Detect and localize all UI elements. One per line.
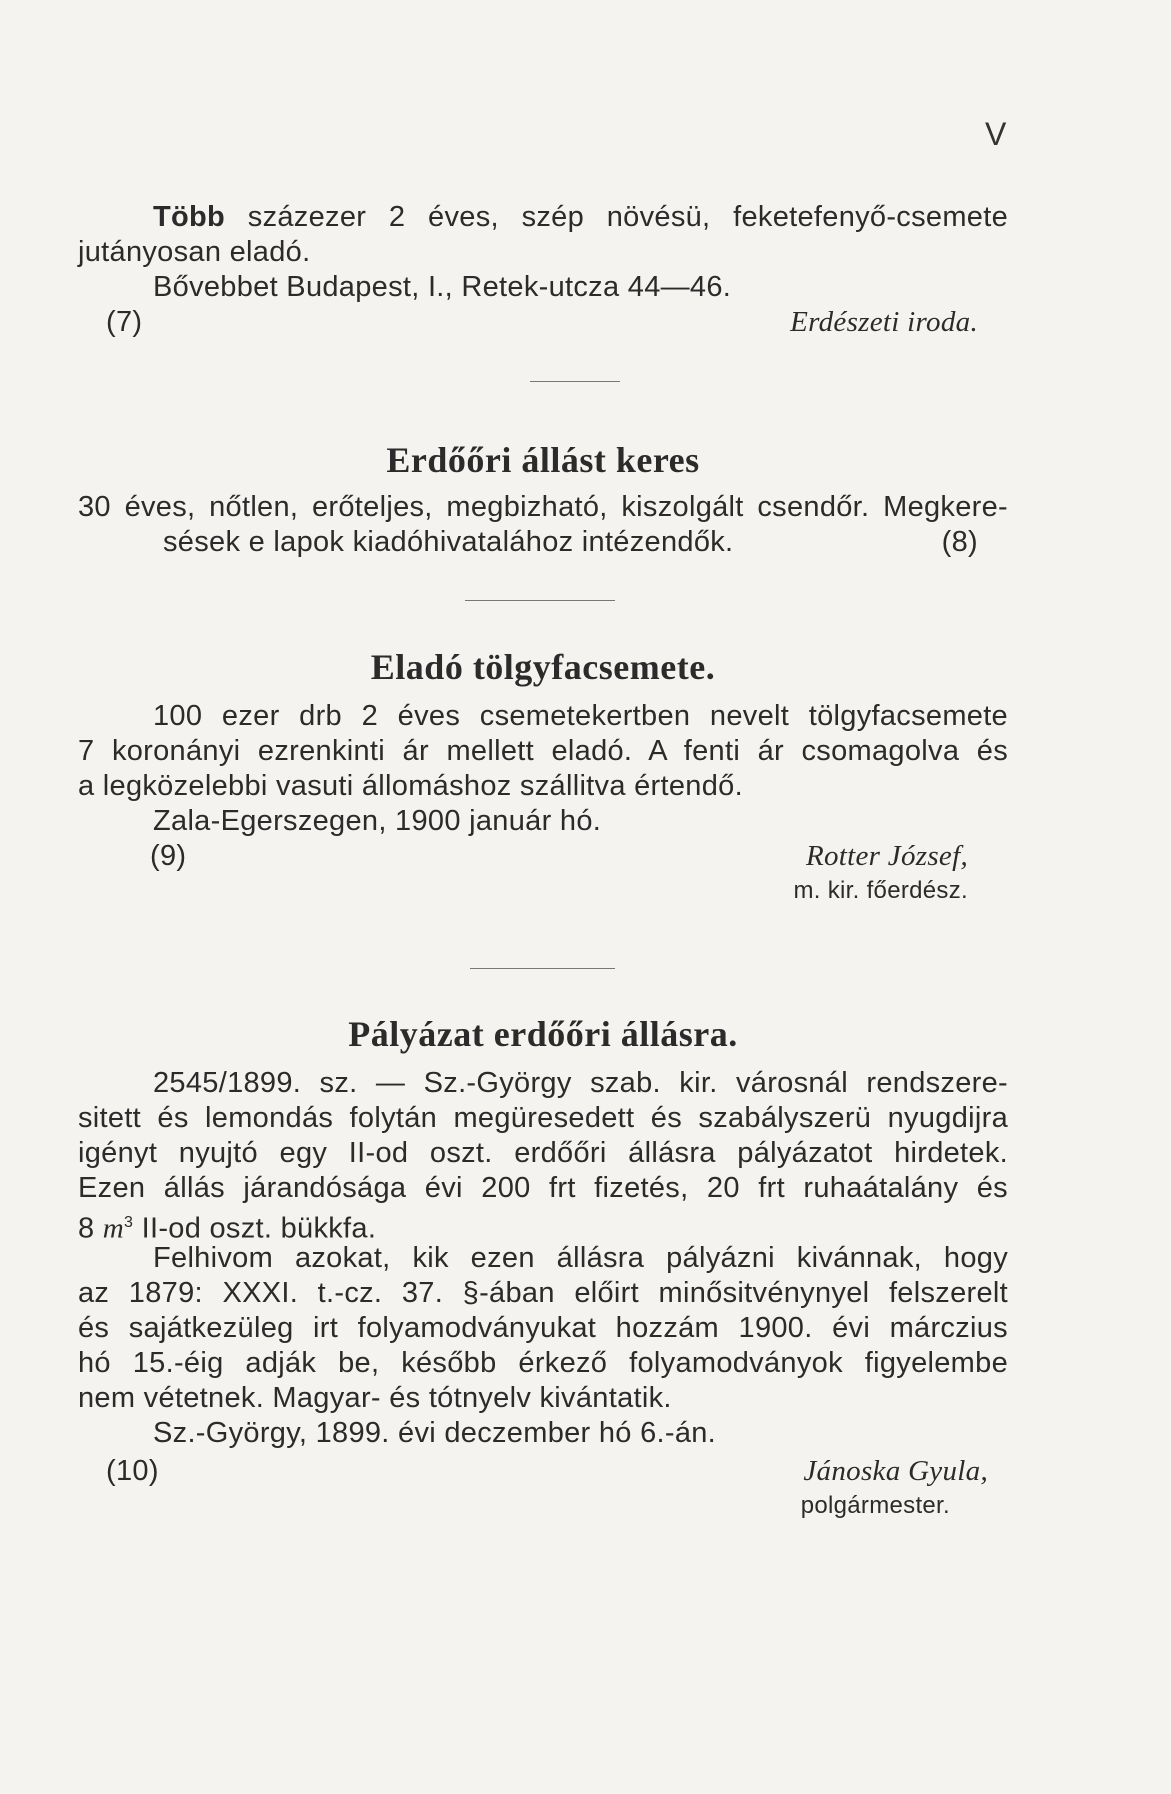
ad1-line3: Bővebbet Budapest, I., Retek-utcza 44—46.: [153, 271, 732, 303]
ad4-line5-text: II-od oszt. bükkfa.: [141, 1212, 377, 1245]
ad3-line2: 7 koronányi ezrenkinti ár mellett eladó. A fenti ár csomagolva és: [78, 735, 1008, 767]
ad3-line1: 100 ezer drb 2 éves csemetekertben nevelt tölgyfacsemete: [153, 700, 1008, 732]
ad4-line5-qty: 8: [78, 1212, 95, 1245]
ad2-line1: 30 éves, nőtlen, erőteljes, megbizható, kiszolgált csendőr. Megkere-: [78, 491, 1008, 523]
ad1-line2: jutányosan eladó.: [78, 236, 311, 268]
divider: [465, 600, 615, 601]
ad2-number: (8): [941, 526, 978, 558]
ad1-signature: Erdészeti iroda.: [790, 306, 978, 338]
advertisement-ranger-seeking: [78, 438, 1008, 560]
ad4-line9: hó 15.-éig adják be, később érkező folyamodványok figyelembe: [78, 1347, 1008, 1379]
ad2-heading: Erdőőri állást keres: [386, 440, 700, 480]
ad4-date: Sz.-György, 1899. évi deczember hó 6.-án.: [153, 1417, 717, 1449]
ad4-line4: Ezen állás járandósága évi 200 frt fizetés, 20 frt ruhaátalány és: [78, 1172, 1008, 1204]
ad4-line2: sitett és lemondás folytán megüresedett és szabályszerü nyugdijra: [78, 1102, 1008, 1134]
ad4-line6: Felhivom azokat, kik ezen állásra pályázni kivánnak, hogy: [153, 1242, 1008, 1274]
ad3-signature: Rotter József,: [805, 840, 968, 872]
advertisement-job-posting: [78, 1012, 1008, 1520]
ad1-line1-text: százezer 2 éves, szép növésü, feketefenyő-csemete: [247, 201, 1009, 233]
ad3-number: (9): [150, 840, 187, 872]
divider: [470, 968, 615, 969]
ad4-line5-unit: m: [102, 1212, 125, 1245]
ad4-line1: 2545/1899. sz. — Sz.-György szab. kir. városnál rendszere-: [153, 1067, 1008, 1099]
divider: [530, 381, 620, 382]
ad3-heading: Eladó tölgyfacsemete.: [370, 647, 716, 687]
ad4-line10: nem vétetnek. Magyar- és tótnyelv kivántatik.: [78, 1382, 672, 1414]
ad4-heading: Pályázat erdőőri állásra.: [348, 1014, 738, 1054]
advertisement-seedlings: [78, 200, 1008, 340]
ad3-line3: a legközelebbi vasuti állomáshoz szállitva értendő.: [78, 770, 743, 802]
ad3-signer-title: m. kir. főerdész.: [793, 877, 968, 904]
ad2-line2: sések e lapok kiadóhivatalához intézendők.: [163, 526, 734, 558]
ad2-line2-row: [78, 525, 1008, 559]
ad4-signature: Jánoska Gyula,: [803, 1455, 988, 1487]
ad1-lead-word: Több: [153, 201, 226, 233]
ad4-signer-title: polgármester.: [800, 1492, 950, 1519]
ad4-line7: az 1879: XXXI. t.-cz. 37. §-ában előirt minősitvénynyel felszerelt: [78, 1277, 1008, 1309]
ad4-line5-exponent: 3: [124, 1214, 134, 1231]
ad4-number: (10): [106, 1455, 159, 1487]
ad4-body: [78, 1066, 1008, 1520]
ad1-footer: [78, 305, 1008, 339]
ad1-number: (7): [106, 306, 143, 338]
ad4-line5: [78, 1206, 1008, 1245]
ad4-line8: és sajátkezüleg irt folyamodványukat hozzám 1900. évi márczius: [78, 1312, 1008, 1344]
ad3-footer: [78, 839, 1008, 873]
ad4-line3: igényt nyujtó egy II-od oszt. erdőőri állásra pályázatot hirdetek.: [78, 1137, 1008, 1169]
ad4-footer: [78, 1454, 1008, 1488]
advertisement-oak-seedlings: [78, 645, 1008, 905]
ad3-line4: Zala-Egerszegen, 1900 január hó.: [153, 805, 602, 837]
ad1-line1: [78, 200, 1008, 234]
page-number: V: [985, 116, 1007, 152]
